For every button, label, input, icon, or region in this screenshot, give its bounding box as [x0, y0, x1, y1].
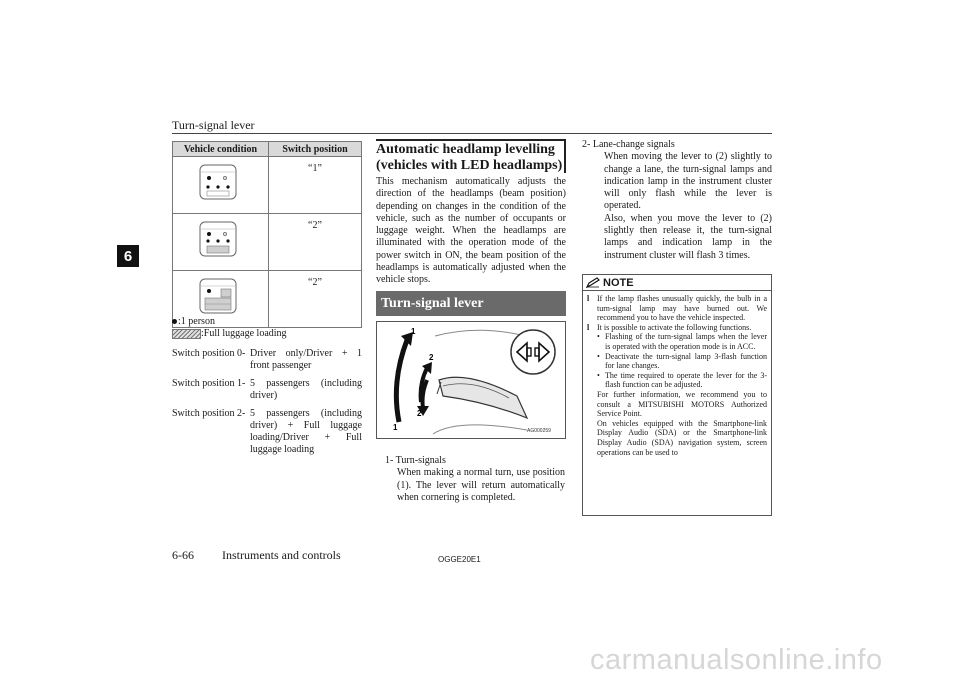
note-bullet-text: If the lamp flashes unusually quickly, the bulb in a turn-signal lamp may have burned out. We recommend you to have the vehicle inspected.: [597, 294, 767, 323]
switch-position-cell: “2”: [269, 214, 362, 271]
footer-section: Instruments and controls: [222, 548, 341, 562]
car-top-icon: [197, 163, 239, 201]
figure-label: 2: [429, 353, 434, 362]
list-item: [587, 294, 767, 323]
list-item: [587, 352, 767, 371]
switch-value: 5 passengers (including driver): [250, 378, 362, 401]
pencil-note-icon: [586, 277, 600, 288]
col-switch-position: Switch position: [269, 142, 362, 157]
switch-key: Switch position 1-: [172, 378, 246, 389]
switch-position-cell: “2”: [269, 271, 362, 328]
doc-code: OGGE20E1: [438, 555, 481, 564]
switch-position-cell: “1”: [269, 157, 362, 214]
switch-value: 5 passengers (including driver) + Full luggage loading/Driver + Full luggage loading: [250, 408, 362, 455]
list-item: [587, 332, 767, 351]
switch-value: Driver only/Driver + 1 front passenger: [250, 348, 362, 371]
note-sub-text: Flashing of the turn-signal lamps when the lever is operated with the operation mode is in ACC.: [605, 332, 767, 351]
auto-levelling-body: This mechanism automatically adjusts the direction of the headlamps (beam position) depending on changes in the condition of the vehicle, such as the number of occupants or luggage weight. When the headlamps are illuminated with the operation mode of the power switch in ON, the beam position of the headlamps is automatically adjusted when the vehicle stops.: [376, 176, 566, 286]
car-diagram-five-passengers: [173, 214, 269, 271]
turn-signal-lever-icon: [377, 322, 565, 438]
note-bullet-text: It is possible to activate the following functions.: [597, 322, 752, 332]
header-rule: [172, 133, 772, 134]
section-banner-turn-signal: Turn-signal lever: [376, 291, 566, 316]
item-lane-change: [582, 139, 772, 262]
list-item: [172, 348, 362, 372]
note-paragraph: On vehicles equipped with the Smartphone-link Display Audio (SDA) or the Smartphone-link Display Audio (SDA) navigation system, screen operations can be used to: [597, 418, 767, 457]
list-item: [172, 378, 362, 402]
col-vehicle-condition: Vehicle condition: [173, 142, 269, 157]
switch-key: Switch position 0-: [172, 348, 246, 359]
note-header: [583, 275, 771, 291]
legend-luggage: :Full luggage loading: [201, 328, 287, 339]
chapter-tab: 6: [117, 245, 139, 267]
item-desc: When making a normal turn, use position (1). The lever will return automatically when cornering is completed.: [397, 467, 565, 503]
list-item: [587, 371, 767, 390]
switch-position-list: [172, 348, 362, 462]
list-item: [587, 323, 767, 333]
car-diagram-driver-passenger: [173, 157, 269, 214]
car-top-icon: [197, 277, 239, 315]
figure-code: AG000259: [527, 428, 551, 434]
item-title: 1- Turn-signals: [385, 455, 446, 466]
luggage-hatch-icon: [172, 329, 201, 339]
vehicle-condition-table: [172, 141, 362, 328]
bullet-icon: l: [587, 294, 590, 303]
item-desc: When moving the lever to (2) slightly to change a lane, the turn-signal lamps and indication lamp in the instrument cluster will only flash while the lever is operated.: [604, 151, 772, 212]
sub-bullet-icon: •: [597, 351, 600, 361]
table-legend: [172, 316, 287, 340]
figure-label: 2: [417, 409, 422, 418]
bullet-icon: l: [587, 322, 590, 332]
sub-bullet-icon: •: [597, 332, 600, 342]
figure-label: 1: [393, 423, 398, 432]
watermark: carmanualsonline.info: [590, 644, 883, 676]
item-title: 2- Lane-change signals: [582, 139, 675, 150]
figure-label: 1: [411, 327, 416, 336]
legend-person: :1 person: [178, 316, 215, 327]
item-desc: Also, when you move the lever to (2) slightly then release it, the turn-signal lamps and indication lamp in the instrument cluster will flash 3 times.: [604, 212, 772, 261]
note-body: [583, 291, 771, 457]
note-box: [582, 274, 772, 516]
turn-signal-illustration: [376, 321, 566, 439]
note-label: NOTE: [603, 276, 634, 289]
note-sub-text: The time required to operate the lever for the 3-flash function can be adjusted.: [605, 370, 767, 390]
person-dot-icon: [172, 319, 177, 324]
section-title-auto-levelling: Automatic headlamp levelling (vehicles with LED headlamps): [376, 139, 566, 173]
list-item: [172, 408, 362, 456]
running-title: Turn-signal lever: [172, 118, 255, 132]
sub-bullet-icon: •: [597, 370, 600, 380]
car-top-icon: [197, 220, 239, 258]
item-turn-signals: [385, 455, 565, 504]
note-sub-text: Deactivate the turn-signal lamp 3-flash function for lane changes.: [605, 351, 767, 371]
note-paragraph: For further information, we recommend you to consult a MITSUBISHI MOTORS Authorized Service Point.: [597, 389, 767, 419]
switch-key: Switch position 2-: [172, 408, 246, 419]
page-number: 6-66: [172, 548, 194, 562]
